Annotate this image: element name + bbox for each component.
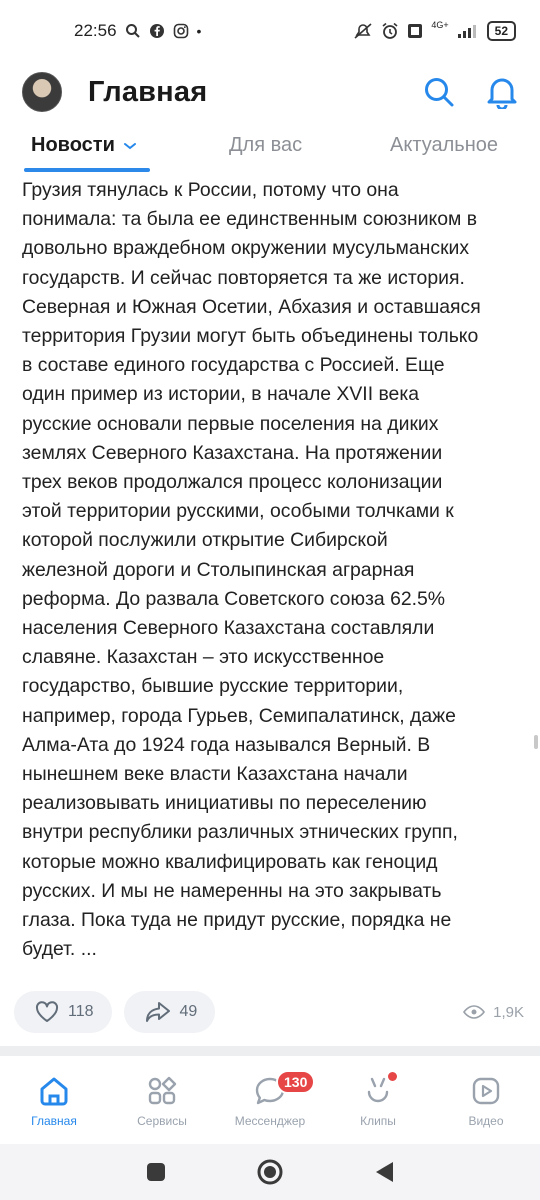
status-time: 22:56 (74, 21, 117, 40)
back-button[interactable] (373, 1160, 395, 1184)
post-text-line: Грузия тянулась к России, потому что она (22, 179, 399, 201)
post-text-line: например, города Гурьев, Семипалатинск, даже (22, 704, 456, 727)
post-text-line: территория Грузии могут быть объединены только (22, 325, 479, 348)
search-notification-icon (125, 23, 141, 39)
post-text-line: реализовывать инициативы по переселению (22, 792, 427, 815)
post-text-line: русские основали первые поселения на диких (22, 412, 439, 435)
post-text-line: Северная и Южная Осетии, Абхазия и оставшаяся (22, 295, 481, 318)
scrollbar[interactable] (534, 735, 538, 749)
clips-new-dot (388, 1072, 397, 1081)
post-text-line: трех веков продолжался процесс колонизации (22, 471, 443, 494)
nav-video[interactable] (432, 1066, 540, 1144)
chevron-down-icon (123, 141, 137, 151)
battery-icon: 52 (487, 21, 516, 41)
views-counter (463, 1004, 530, 1021)
video-icon (469, 1074, 503, 1108)
nav-clips-label: Клипы (360, 1114, 396, 1128)
post-text-line: которые можно квалифицировать как геноцид (22, 850, 438, 873)
status-left (74, 21, 201, 41)
header-actions (422, 75, 518, 109)
post-text-line: государств. И сейчас повторяется та же история. (22, 266, 465, 289)
bell-icon[interactable] (486, 75, 518, 109)
nav-video-label: Видео (468, 1114, 504, 1128)
post-text-line: внутри республики различных этнических групп, (22, 821, 458, 844)
post-text-line: железной дороги и Столыпинская аграрная (22, 558, 415, 581)
post-text-line: будет. ... (22, 938, 97, 961)
nav-services-label: Сервисы (137, 1114, 187, 1128)
app-header (0, 62, 540, 122)
eye-icon (463, 1005, 485, 1019)
tab-trending-label: Актуальное (390, 134, 498, 156)
tab-for-you-label: Для вас (229, 134, 303, 156)
heart-icon (34, 1000, 60, 1024)
share-icon (144, 1000, 172, 1024)
system-nav-bar (0, 1144, 540, 1200)
post-text-line: реформа. До развала Советского союза 62.5% (22, 587, 446, 610)
post-text-line: этой территории русскими, особыми толчками к (22, 500, 454, 523)
facebook-notification-icon (149, 23, 165, 39)
post-text-line: глаза. Пока туда не придут русские, порядка не (22, 909, 452, 932)
avatar[interactable] (22, 72, 62, 112)
instagram-notification-icon (173, 23, 189, 39)
network-type: 4G+ (431, 20, 449, 30)
post-text-line: в составе единого государства с Россией. Еще (22, 354, 445, 377)
status-bar (0, 0, 540, 62)
post-text-line: населения Северного Казахстана составляли (22, 617, 435, 640)
feed-tabs (0, 128, 540, 174)
home-button[interactable] (256, 1158, 284, 1186)
mute-icon (353, 22, 373, 40)
post-text-line: один пример из истории, в начале XVII века (22, 383, 420, 406)
home-icon (37, 1074, 71, 1108)
page-title: Главная (88, 75, 208, 108)
like-button[interactable] (14, 991, 112, 1033)
post-text-line: которой послужили открытие Сибирской (22, 529, 388, 552)
services-icon (145, 1074, 179, 1108)
alarm-icon (381, 22, 399, 40)
feed-divider (0, 1046, 540, 1056)
nav-clips[interactable] (324, 1066, 432, 1144)
status-right (353, 21, 516, 41)
post-text-line: нынешнем веке власти Казахстана начали (22, 763, 408, 786)
nav-home[interactable] (0, 1066, 108, 1144)
search-icon[interactable] (422, 75, 456, 109)
post-text-line: довольно враждебном окружении мусульманских (22, 237, 470, 260)
like-count: 118 (68, 1003, 94, 1020)
signal-icon (457, 23, 479, 39)
bottom-nav (0, 1066, 540, 1144)
tab-for-you[interactable] (229, 134, 302, 157)
tab-news-label: Новости (31, 134, 115, 156)
post-text-line: землях Северного Казахстана. На протяжении (22, 441, 443, 464)
recent-apps-button[interactable] (145, 1161, 167, 1183)
post-text-line: славяне. Казахстан – это искусственное (22, 646, 385, 669)
post-text[interactable] (22, 176, 524, 964)
post-text-line: русских. И мы не намеренны на это закрывать (22, 879, 442, 902)
views-count: 1,9K (493, 1003, 524, 1021)
share-count: 49 (179, 1003, 198, 1020)
volte-icon (407, 23, 423, 39)
active-tab-indicator (24, 168, 150, 172)
tab-news[interactable] (31, 134, 137, 157)
post-actions (14, 990, 530, 1034)
post-text-line: Алма-Ата до 1924 года назывался Верный. В (22, 733, 431, 756)
nav-services[interactable] (108, 1066, 216, 1144)
nav-messenger[interactable] (216, 1066, 324, 1144)
share-button[interactable] (124, 991, 216, 1033)
nav-home-label: Главная (31, 1114, 77, 1128)
tab-trending[interactable] (390, 134, 498, 157)
more-notifications-dot: • (196, 23, 202, 39)
post-text-line: государство, бывшие русские территории, (22, 675, 404, 698)
post-text-line: понимала: та была ее единственным союзником в (22, 208, 478, 231)
messenger-badge: 130 (276, 1070, 315, 1094)
nav-messenger-label: Мессенджер (234, 1114, 306, 1128)
